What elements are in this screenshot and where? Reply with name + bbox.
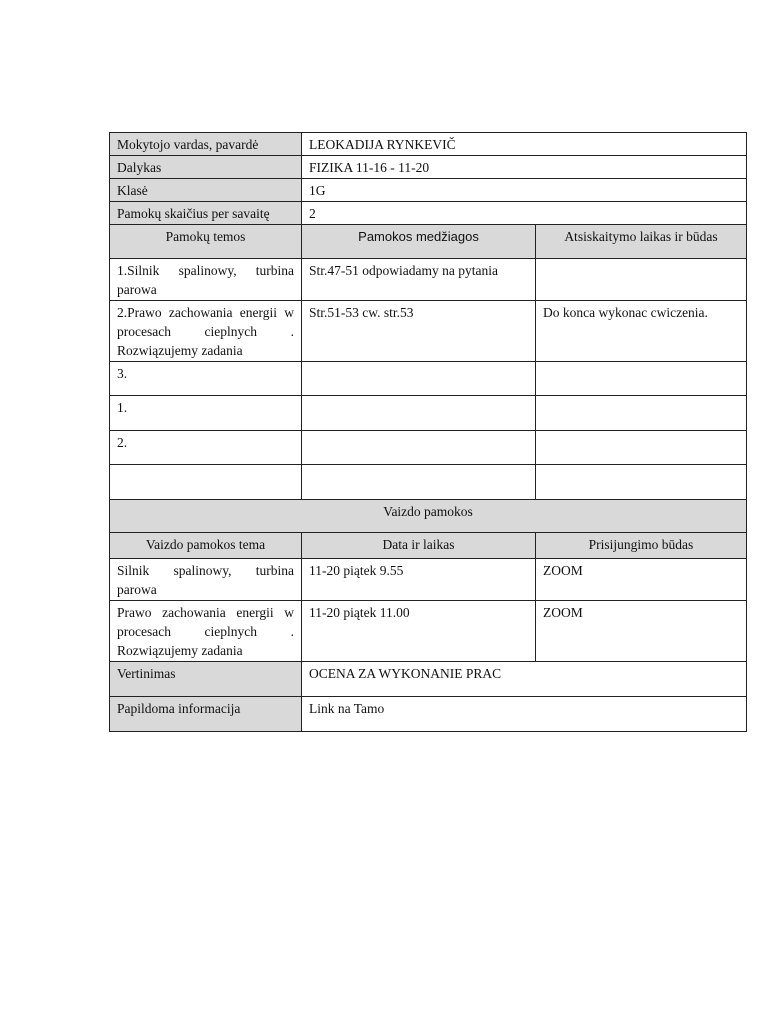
lesson-materials: Str.51-53 cw. str.53 (302, 301, 536, 362)
lesson-assessment (536, 431, 747, 465)
lesson-materials (302, 431, 536, 465)
lesson-materials (302, 362, 536, 396)
lesson-materials: Str.47-51 odpowiadamy na pytania (302, 259, 536, 301)
lessons-header-topics: Pamokų temos (110, 225, 302, 259)
lessons-header-row (110, 225, 747, 259)
lesson-row (110, 396, 747, 431)
lesson-assessment (536, 259, 747, 301)
video-header-row (110, 533, 747, 559)
additional-info-value: Link na Tamo (302, 697, 747, 732)
class-value: 1G (302, 179, 747, 202)
lesson-row (110, 431, 747, 465)
lesson-topic (110, 465, 302, 500)
video-section-row (110, 500, 747, 533)
video-header-topic: Vaizdo pamokos tema (110, 533, 302, 559)
lesson-count-row (110, 202, 747, 225)
class-label: Klasė (110, 179, 302, 202)
lesson-topic: 2.Prawo zachowania energii w procesach cieplnych . Rozwiązujemy zadania (110, 301, 302, 362)
lesson-topic: 1. (110, 396, 302, 431)
additional-info-row (110, 697, 747, 732)
video-section-title: Vaizdo pamokos (110, 500, 747, 533)
video-topic: Silnik spalinowy, turbina parowa (110, 559, 302, 601)
video-topic: Prawo zachowania energii w procesach cieplnych . Rozwiązujemy zadania (110, 601, 302, 662)
lesson-row (110, 259, 747, 301)
additional-info-label: Papildoma informacija (110, 697, 302, 732)
video-header-datetime: Data ir laikas (302, 533, 536, 559)
subject-row (110, 156, 747, 179)
teacher-value: LEOKADIJA RYNKEVIČ (302, 133, 747, 156)
lesson-materials (302, 465, 536, 500)
evaluation-row (110, 662, 747, 697)
video-row (110, 559, 747, 601)
lessons-header-materials: Pamokos medžiagos (302, 225, 536, 259)
lesson-plan-table (109, 132, 747, 732)
video-datetime: 11-20 piątek 9.55 (302, 559, 536, 601)
subject-value: FIZIKA 11-16 - 11-20 (302, 156, 747, 179)
lesson-topic: 3. (110, 362, 302, 396)
lesson-assessment (536, 362, 747, 396)
class-row (110, 179, 747, 202)
teacher-row (110, 133, 747, 156)
lesson-assessment (536, 465, 747, 500)
teacher-label: Mokytojo vardas, pavardė (110, 133, 302, 156)
lesson-assessment: Do konca wykonac cwiczenia. (536, 301, 747, 362)
evaluation-value: OCENA ZA WYKONANIE PRAC (302, 662, 747, 697)
lessons-header-assessment: Atsiskaitymo laikas ir būdas (536, 225, 747, 259)
lesson-topic: 2. (110, 431, 302, 465)
video-row (110, 601, 747, 662)
evaluation-label: Vertinimas (110, 662, 302, 697)
lesson-count-value: 2 (302, 202, 747, 225)
lesson-topic: 1.Silnik spalinowy, turbina parowa (110, 259, 302, 301)
lesson-row (110, 362, 747, 396)
lesson-row (110, 301, 747, 362)
lesson-materials (302, 396, 536, 431)
lesson-count-label: Pamokų skaičius per savaitę (110, 202, 302, 225)
video-datetime: 11-20 piątek 11.00 (302, 601, 536, 662)
subject-label: Dalykas (110, 156, 302, 179)
video-join-method: ZOOM (536, 601, 747, 662)
video-header-join: Prisijungimo būdas (536, 533, 747, 559)
lesson-row (110, 465, 747, 500)
video-join-method: ZOOM (536, 559, 747, 601)
lesson-assessment (536, 396, 747, 431)
